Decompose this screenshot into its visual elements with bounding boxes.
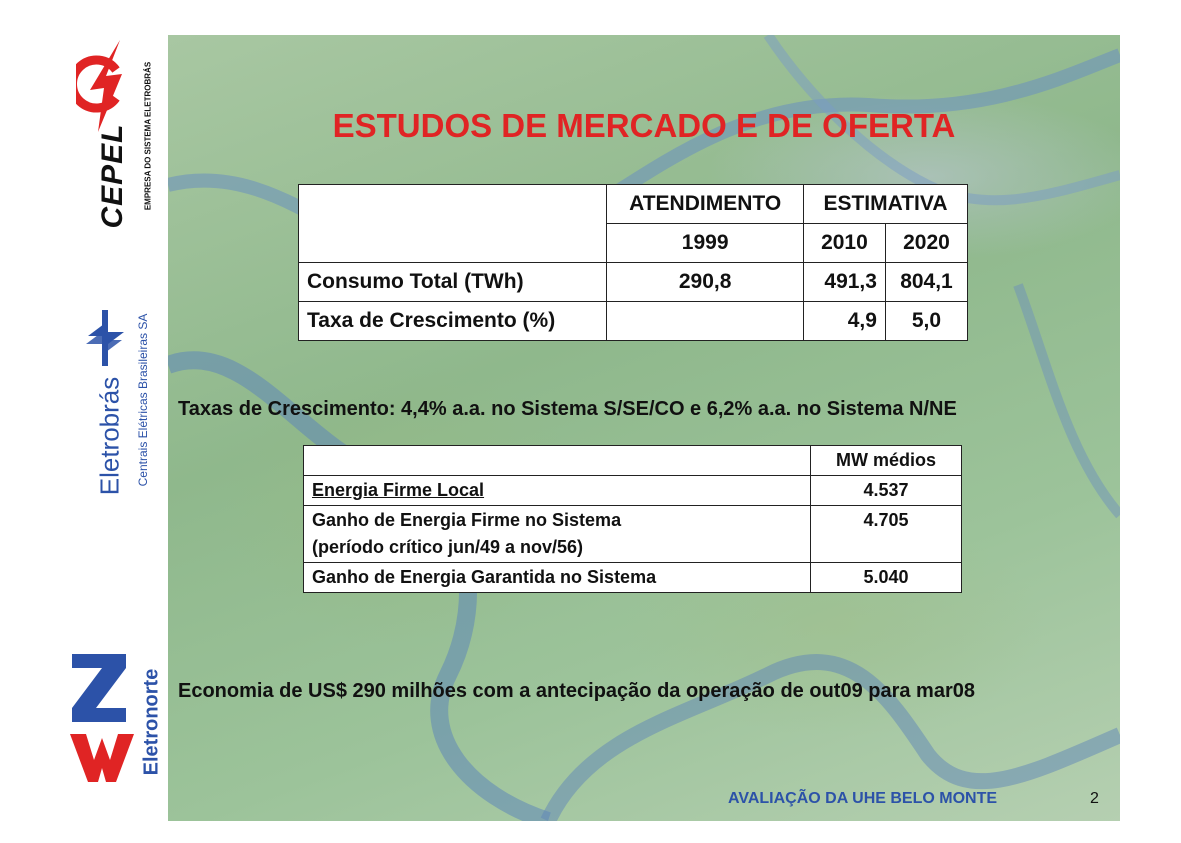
value-cell: 290,8 [607,263,804,302]
growth-note: Taxas de Crescimento: 4,4% a.a. no Sistema S/SE/CO e 6,2% a.a. no Sistema N/NE [178,398,957,420]
value-cell: 5.040 [811,563,962,593]
empty-header-cell [299,185,607,263]
row-label: Ganho de Energia Garantida no Sistema [304,563,811,593]
value-cell [607,302,804,341]
table-row [299,302,968,341]
market-table [298,184,968,341]
row-label: Consumo Total (TWh) [299,263,607,302]
eletronorte-name: Eletronorte [140,668,163,776]
row-label-text: Ganho de Energia Firme no Sistema [312,510,622,530]
slide-title: ESTUDOS DE MERCADO E DE OFERTA [332,107,956,144]
value-cell: 491,3 [803,263,885,302]
economy-note: Economia de US$ 290 milhões com a antecipação da operação de out09 para mar08 [178,680,975,702]
footer-title: AVALIAÇÃO DA UHE BELO MONTE [728,790,998,807]
eletrobras-name: Eletrobrás [94,376,125,496]
row-label-text: Energia Firme Local [312,480,485,500]
row-label [304,476,811,506]
value-cell: 4.705 [811,506,962,563]
header-mw-medios: MW médios [811,446,962,476]
eletrobras-subtitle: Centrais Elétricas Brasileiras SA [136,313,150,487]
header-atendimento: ATENDIMENTO [607,185,804,224]
logo-strip [0,0,168,843]
table-row [304,476,962,506]
value-cell: 5,0 [885,302,967,341]
eletronorte-logo-icon [62,650,142,785]
cepel-lightning-icon [76,36,136,136]
row-label-subtext: (período crítico jun/49 a nov/56) [312,537,584,557]
slide [168,35,1120,821]
energy-table [303,445,962,593]
cepel-name: CEPEL [96,123,129,229]
table-row [304,563,962,593]
row-label [304,506,811,563]
eletrobras-arrows-icon [78,306,132,370]
table-row [304,446,962,476]
table-row [299,185,968,224]
cepel-subtitle: EMPRESA DO SISTEMA ELETROBRÁS [143,61,153,211]
value-cell: 4,9 [803,302,885,341]
page-number: 2 [1090,790,1099,807]
map-background [168,35,1120,821]
year-cell: 2020 [885,224,967,263]
year-cell: 2010 [803,224,885,263]
empty-header-cell [304,446,811,476]
row-label: Taxa de Crescimento (%) [299,302,607,341]
value-cell: 804,1 [885,263,967,302]
table-row [299,263,968,302]
table-row [304,506,962,563]
header-estimativa: ESTIMATIVA [803,185,967,224]
year-cell: 1999 [607,224,804,263]
value-cell: 4.537 [811,476,962,506]
